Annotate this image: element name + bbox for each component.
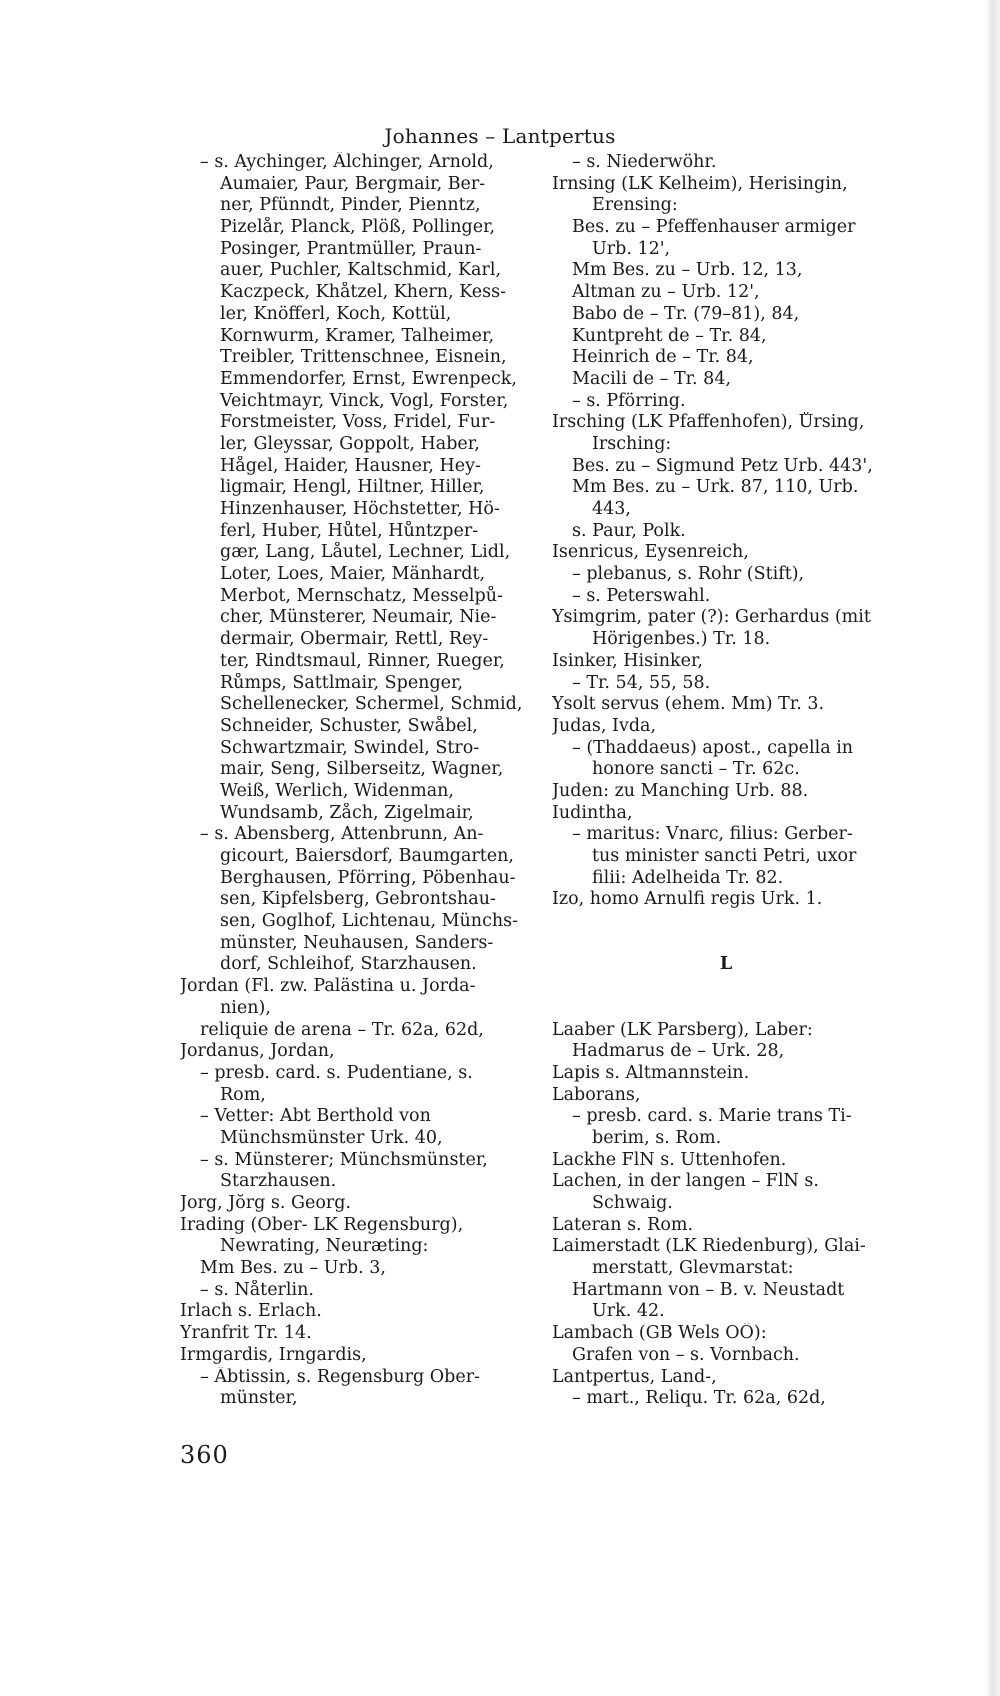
right-line: Mm Bes. zu – Urk. 87, 110, Urb. bbox=[572, 477, 859, 498]
right-line: – presb. card. s. Marie trans Ti- bbox=[572, 1106, 852, 1127]
left-line: Forstmeister, Voss, Fridel, Fur- bbox=[220, 412, 496, 433]
page-number: 360 bbox=[180, 1441, 229, 1469]
left-line: Aumaier, Paur, Bergmair, Ber- bbox=[220, 173, 486, 194]
left-line: Schwartzmair, Swindel, Stro- bbox=[220, 737, 480, 758]
right-line: Lapis s. Altmannstein. bbox=[552, 1062, 750, 1083]
page-edge-shadow bbox=[986, 0, 1000, 1696]
right-line: Isenricus, Eysenreich, bbox=[552, 542, 749, 563]
left-line: ter, Rindtsmaul, Rinner, Rueger, bbox=[220, 650, 505, 671]
right-line: Babo de – Tr. (79–81), 84, bbox=[572, 303, 800, 324]
left-line: Münchsmünster Urk. 40, bbox=[220, 1127, 443, 1148]
right-line: – maritus: Vnarc, filius: Gerber- bbox=[572, 824, 853, 845]
right-line: Macili de – Tr. 84, bbox=[572, 368, 732, 389]
left-line: Berghausen, Pförring, Pöbenhau- bbox=[220, 867, 516, 888]
left-line: Kaczpeck, Khåtzel, Khern, Kess- bbox=[220, 282, 507, 303]
left-line: gær, Lang, Låutel, Lechner, Lidl, bbox=[220, 542, 511, 563]
left-line: – s. Nåterlin. bbox=[200, 1279, 314, 1300]
right-line: tus minister sancti Petri, uxor bbox=[592, 846, 857, 866]
right-line: Laborans, bbox=[552, 1084, 641, 1105]
right-line: Urk. 42. bbox=[592, 1301, 665, 1322]
right-line: filii: Adelheida Tr. 82. bbox=[592, 867, 784, 888]
left-line: Irmgardis, Irngardis, bbox=[180, 1344, 367, 1365]
right-line: Lambach (GB Wels OÖ): bbox=[552, 1323, 767, 1344]
right-line: Grafen von – s. Vornbach. bbox=[572, 1344, 800, 1365]
right-line: Altman zu – Urb. 12', bbox=[572, 282, 760, 303]
left-line: sen, Kipfelsberg, Gebrontshau- bbox=[220, 889, 496, 910]
left-line: Merbot, Mernschatz, Messelpů- bbox=[220, 585, 503, 606]
left-line: ner, Pfünndt, Pinder, Pienntz, bbox=[220, 195, 481, 216]
right-line: Hartmann von – B. v. Neustadt bbox=[572, 1279, 845, 1300]
left-line: Jordan (Fl. zw. Palästina u. Jorda- bbox=[180, 976, 476, 997]
right-line bbox=[552, 911, 900, 933]
left-line: Pizelår, Planck, Plöß, Pollinger, bbox=[220, 217, 496, 238]
left-line: Růmps, Sattlmair, Spenger, bbox=[220, 672, 464, 693]
left-line: Irlach s. Erlach. bbox=[180, 1301, 322, 1322]
right-line: Irnsing (LK Kelheim), Herisingin, bbox=[552, 173, 848, 194]
right-line: – (Thaddaeus) apost., capella in bbox=[572, 737, 854, 758]
right-line: berim, s. Rom. bbox=[592, 1127, 722, 1148]
right-line bbox=[552, 976, 900, 998]
left-column bbox=[180, 152, 522, 1410]
left-line: Treibler, Trittenschnee, Eisnein, bbox=[220, 347, 507, 368]
left-line: Rom, bbox=[220, 1084, 266, 1105]
right-line bbox=[552, 998, 900, 1020]
left-line: Hinzenhauser, Höchstetter, Hö- bbox=[220, 499, 500, 519]
left-line: ligmair, Hengl, Hiltner, Hiller, bbox=[220, 477, 485, 498]
right-line: honore sancti – Tr. 62c. bbox=[592, 759, 800, 780]
section-letter-heading: L bbox=[719, 954, 733, 975]
right-line: Lackhe FlN s. Uttenhofen. bbox=[552, 1149, 787, 1170]
left-line: mair, Seng, Silberseitz, Wagner, bbox=[220, 759, 504, 780]
right-line: Laaber (LK Parsberg), Laber: bbox=[552, 1019, 813, 1040]
left-line: Emmendorfer, Ernst, Ewrenpeck, bbox=[220, 368, 517, 389]
right-line: Lantpertus, Land-, bbox=[552, 1366, 717, 1387]
right-line: Kuntpreht de – Tr. 84, bbox=[572, 325, 767, 346]
left-line: ferl, Huber, Hůtel, Hůntzper- bbox=[220, 520, 479, 541]
right-line: Schwaig. bbox=[592, 1193, 673, 1213]
left-line: cher, Münsterer, Neumair, Nie- bbox=[220, 607, 497, 628]
left-line: Schellenecker, Schermel, Schmid, bbox=[220, 694, 522, 715]
left-line: gicourt, Baiersdorf, Baumgarten, bbox=[220, 846, 514, 866]
right-line: Hadmarus de – Urk. 28, bbox=[572, 1041, 785, 1062]
left-line: Mm Bes. zu – Urb. 3, bbox=[200, 1258, 386, 1279]
left-line: münster, bbox=[220, 1388, 298, 1409]
left-line: Jorg, Jŏrg s. Georg. bbox=[180, 1193, 352, 1213]
left-line: Veichtmayr, Vinck, Vogl, Forster, bbox=[220, 390, 509, 411]
left-line: Newrating, Neuræting: bbox=[220, 1236, 429, 1257]
left-line: – Äbtissin, s. Regensburg Ober- bbox=[200, 1366, 480, 1387]
left-line: Schneider, Schuster, Swåbel, bbox=[220, 715, 478, 736]
right-line: merstatt, Glevmarstat: bbox=[592, 1258, 794, 1279]
right-line: Mm Bes. zu – Urb. 12, 13, bbox=[572, 260, 803, 281]
right-line: – Tr. 54, 55, 58. bbox=[572, 672, 711, 693]
right-line: 443, bbox=[592, 499, 631, 519]
left-line: – Vetter: Abt Berthold von bbox=[200, 1106, 431, 1127]
left-line: Posinger, Prantmüller, Praun- bbox=[220, 238, 482, 259]
right-line: s. Paur, Polk. bbox=[572, 520, 686, 541]
left-line: sen, Goglhof, Lichtenau, Münchs- bbox=[220, 911, 519, 932]
left-line: Hågel, Haider, Hausner, Hey- bbox=[220, 455, 481, 476]
left-line: reliquie de arena – Tr. 62a, 62d, bbox=[200, 1019, 484, 1040]
right-line: Iudintha, bbox=[552, 802, 633, 823]
left-line: Starzhausen. bbox=[220, 1171, 337, 1192]
left-line: ler, Gleyssar, Goppolt, Haber, bbox=[220, 433, 480, 454]
left-line: dermair, Obermair, Rettl, Rey- bbox=[220, 629, 489, 650]
left-line: ler, Knöfferl, Koch, Kottül, bbox=[220, 303, 452, 324]
right-line: Irsching (LK Pfaffenhofen), Ůrsing, bbox=[552, 412, 865, 433]
right-line: Juden: zu Manching Urb. 88. bbox=[552, 780, 809, 801]
right-line: – mart., Reliqu. Tr. 62a, 62d, bbox=[572, 1388, 826, 1409]
left-line: Jordanus, Jordan, bbox=[180, 1041, 335, 1062]
right-line: Isinker, Hisinker, bbox=[552, 650, 703, 671]
right-line: Laimerstadt (LK Riedenburg), Glai- bbox=[552, 1236, 866, 1257]
left-line: – s. Abensberg, Attenbrunn, An- bbox=[200, 824, 484, 845]
right-line: Lachen, in der langen – FlN s. bbox=[552, 1171, 819, 1192]
right-line: Bes. zu – Sigmund Petz Urb. 443', bbox=[572, 455, 873, 476]
right-line: Ysolt servus (ehem. Mm) Tr. 3. bbox=[552, 694, 825, 715]
right-line: Izo, homo Arnulfi regis Urk. 1. bbox=[552, 889, 823, 910]
left-line: – presb. card. s. Pudentiane, s. bbox=[200, 1062, 473, 1083]
right-line: Ysimgrim, pater (?): Gerhardus (mit bbox=[552, 607, 871, 628]
right-line: Irsching: bbox=[592, 433, 672, 454]
right-line: Judas, Ivda, bbox=[552, 715, 657, 736]
left-line: auer, Puchler, Kaltschmid, Karl, bbox=[220, 260, 502, 281]
right-line: Lateran s. Rom. bbox=[552, 1214, 694, 1235]
right-line: Hörigenbes.) Tr. 18. bbox=[592, 629, 771, 650]
right-line: Heinrich de – Tr. 84, bbox=[572, 347, 754, 368]
left-line: Kornwurm, Kramer, Talheimer, bbox=[220, 325, 495, 346]
left-line: – s. Aychinger, Älchinger, Arnold, bbox=[200, 152, 494, 172]
right-line: Urb. 12', bbox=[592, 238, 671, 259]
right-line: – plebanus, s. Rohr (Stift), bbox=[572, 564, 805, 585]
right-line: Erensing: bbox=[592, 195, 678, 216]
left-line: münster, Neuhausen, Sanders- bbox=[220, 932, 494, 953]
right-line: – s. Niederwöhr. bbox=[572, 152, 717, 172]
left-line: Irading (Ober- LK Regensburg), bbox=[180, 1214, 464, 1235]
right-line: – s. Peterswahl. bbox=[572, 585, 711, 606]
right-line: Bes. zu – Pfeffenhauser armiger bbox=[572, 217, 856, 238]
left-line: Wundsamb, Zåch, Zigelmair, bbox=[220, 802, 474, 823]
left-line: dorf, Schleihof, Starzhausen. bbox=[220, 954, 477, 975]
left-line: Loter, Loes, Maier, Mänhardt, bbox=[220, 564, 486, 585]
right-line: – s. Pförring. bbox=[572, 390, 686, 411]
right-column bbox=[552, 152, 900, 1410]
left-line: – s. Münsterer; Münchsmünster, bbox=[200, 1149, 488, 1170]
left-line: Yranfrit Tr. 14. bbox=[180, 1323, 312, 1344]
running-header: Johannes – Lantpertus bbox=[384, 124, 616, 148]
left-line: nien), bbox=[220, 997, 271, 1018]
left-line: Weiß, Werlich, Widenman, bbox=[220, 780, 454, 801]
right-line bbox=[552, 933, 900, 955]
